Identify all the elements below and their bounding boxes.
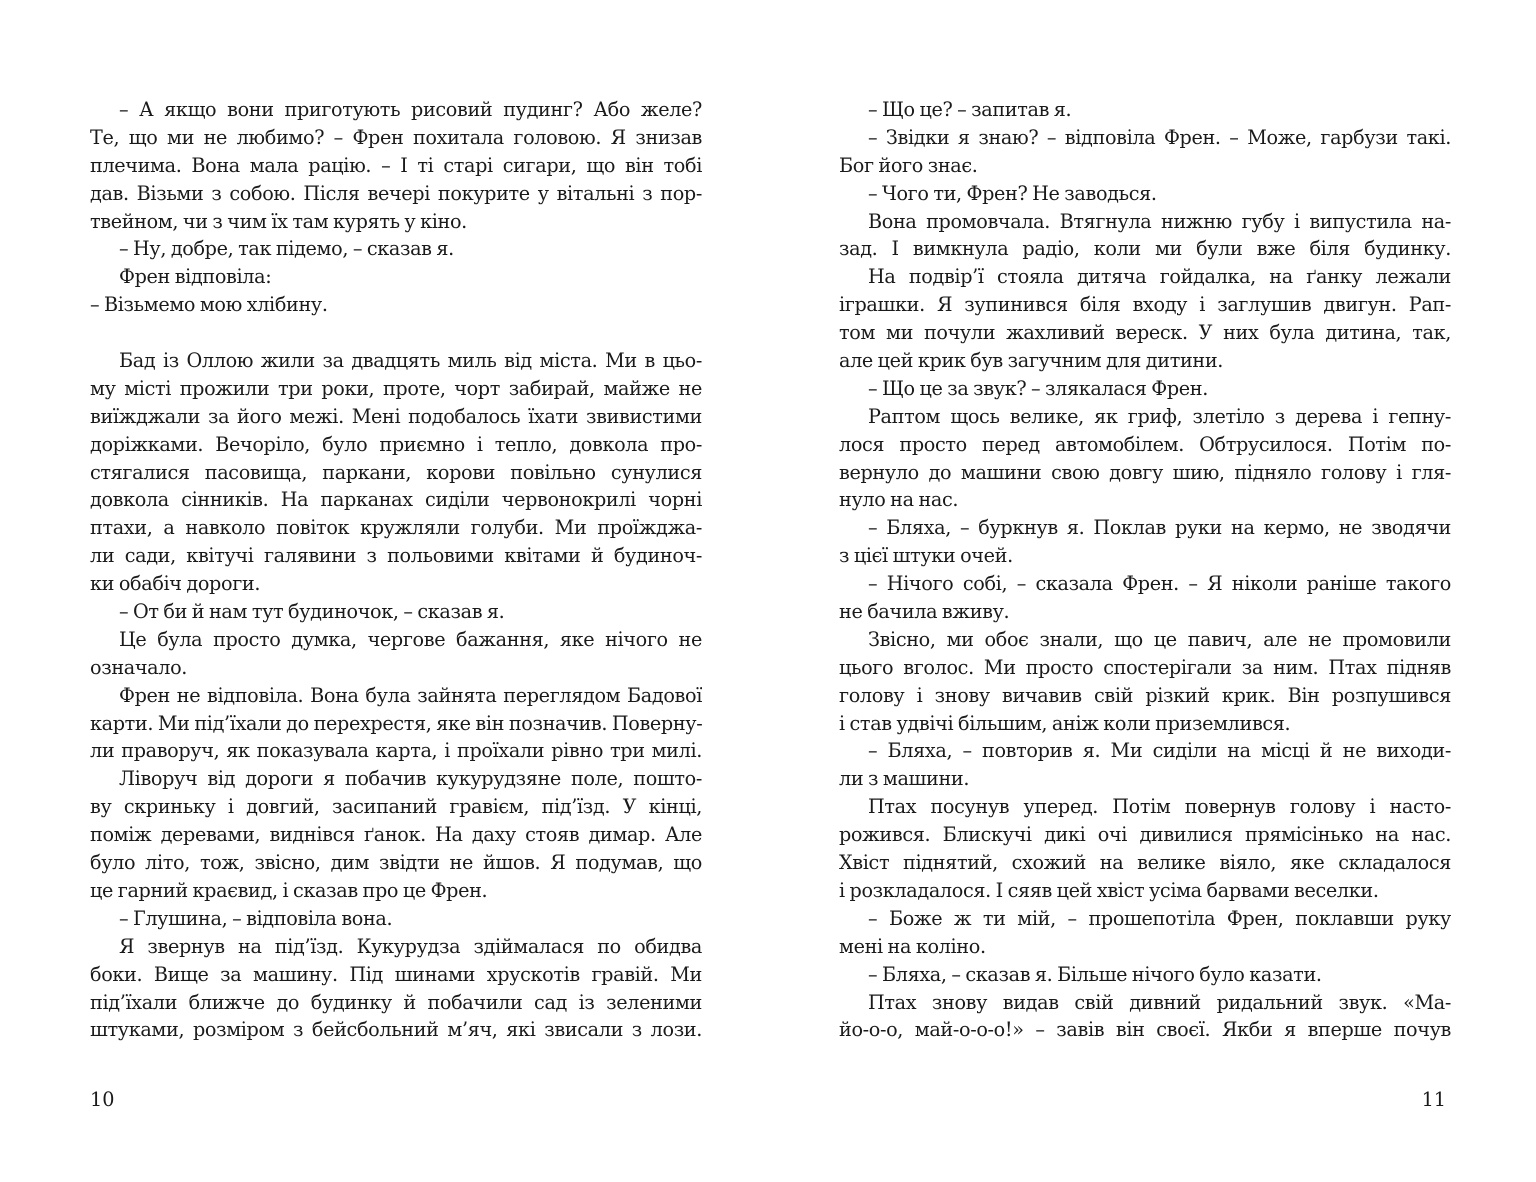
- text-line: дав. Візьми з собою. Після вечері покурите у вітальні з пор-: [90, 181, 702, 205]
- text-line: ли сади, квітучі галявини з польовими квітами й будиноч-: [90, 544, 702, 568]
- text-line: було літо, тож, звісно, дим звідти не йшов. Я подумав, що: [90, 851, 702, 875]
- text-line: Бад із Оллою жили за двадцять миль від міста. Ми в цьо-: [119, 349, 702, 373]
- text-line: з цієї штуки очей.: [839, 544, 1013, 568]
- text-line: – Що це за звук? – злякалася Френ.: [868, 376, 1208, 400]
- text-line: ли праворуч, як показувала карта, і проїхали рівно три милі.: [90, 739, 702, 763]
- text-line: – Боже ж ти мій, – прошепотіла Френ, поклавши руку: [868, 906, 1451, 930]
- text-line: Птах знову видав свій дивний ридальний звук. «Ма-: [868, 990, 1451, 1014]
- text-line: Вона промовчала. Втягнула нижню губу і випустила на-: [868, 209, 1451, 233]
- text-line: Те, що ми не любимо? – Френ похитала головою. Я знизав: [90, 125, 702, 149]
- text-line: цього вголос. Ми просто спостерігали за ним. Птах підняв: [839, 655, 1451, 679]
- text-line: – Бляха, – буркнув я. Поклав руки на кермо, не зводячи: [868, 516, 1451, 540]
- text-line: На подвір’ї стояла дитяча гойдалка, на ґанку лежали: [868, 265, 1451, 289]
- text-line: не бачила вживу.: [839, 600, 1010, 624]
- page-number-right: 11: [1421, 1088, 1446, 1111]
- text-line: нуло на нас.: [839, 488, 959, 512]
- text-line: під’їхали ближче до будинку й побачили сад із зеленими: [90, 990, 702, 1014]
- text-line: це гарний краєвид, і сказав про це Френ.: [90, 878, 488, 902]
- text-line: Френ не відповіла. Вона була зайнята переглядом Бадової: [119, 683, 702, 707]
- section-break: [90, 319, 702, 347]
- text-line: твейном, чи з чим їх там курять у кіно.: [90, 209, 467, 233]
- text-line: лося просто перед автомобілем. Обтрусилося. Потім по-: [839, 432, 1451, 456]
- text-line: Звісно, ми обоє знали, що це павич, але не промовили: [868, 627, 1451, 651]
- left-page: [90, 96, 702, 1044]
- text-line: означало.: [90, 655, 188, 679]
- text-line: ву скриньку і довгий, засипаний гравієм, під’їзд. У кінці,: [90, 795, 702, 819]
- text-line: му місті прожили три роки, проте, чорт забирай, майже не: [90, 376, 702, 400]
- text-line: Це була просто думка, чергове бажання, яке нічого не: [119, 627, 702, 651]
- text-line: – Бляха, – сказав я. Більше нічого було казати.: [868, 962, 1322, 986]
- text-line: – Ну, добре, так підемо, – сказав я.: [119, 237, 454, 261]
- page-number-left: 10: [90, 1088, 115, 1111]
- text-line: йо-о-о, май-о-о-о!» – завів він своєї. Якби я вперше почув: [839, 1018, 1451, 1042]
- text-line: вернуло до машини свою довгу шию, підняло голову і гля-: [839, 460, 1451, 484]
- text-line: – От би й нам тут будиночок, – сказав я.: [119, 600, 505, 624]
- right-page: [839, 96, 1451, 1044]
- text-line: поміж деревами, виднівся ґанок. На даху стояв димар. Але: [90, 823, 702, 847]
- text-line: плечима. Вона мала рацію. – І ті старі сигари, що він тобі: [90, 153, 702, 177]
- text-line: боки. Вище за машину. Під шинами хрускотів гравій. Ми: [90, 962, 702, 986]
- text-line: ли з машини.: [839, 767, 970, 791]
- text-line: – Бляха, – повторив я. Ми сиділи на місці й не виходи-: [868, 739, 1451, 763]
- text-line: – Нічого собі, – сказала Френ. – Я ніколи раніше такого: [868, 572, 1451, 596]
- text-line: – Глушина, – відповіла вона.: [119, 906, 393, 930]
- text-line: рожився. Блискучі дикі очі дивилися прямісінько на нас.: [839, 823, 1451, 847]
- text-line: птахи, а навколо повіток кружляли голуби. Ми проїжджа-: [90, 516, 702, 540]
- text-line: – А якщо вони приготують рисовий пудинг? Або желе?: [119, 98, 702, 121]
- text-line: Раптом щось велике, як гриф, злетіло з дерева і гепну-: [868, 404, 1451, 428]
- text-line: доріжками. Вечоріло, було приємно і тепло, довкола про-: [90, 432, 702, 456]
- text-line: голову і знову вичавив свій різкий крик. Він розпушився: [839, 683, 1451, 707]
- text-line: – Чого ти, Френ? Не заводься.: [868, 181, 1157, 205]
- text-line: зад. І вимкнула радіо, коли ми були вже біля будинку.: [839, 237, 1451, 261]
- text-line: Хвіст піднятий, схожий на велике віяло, яке складалося: [839, 851, 1451, 875]
- text-line: Птах посунув уперед. Потім повернув голову і насто-: [868, 795, 1451, 819]
- text-line: виїжджали за його межі. Мені подобалось їхати звивистими: [90, 404, 702, 428]
- text-line: довкола сінників. На парканах сиділи червонокрилі чорні: [90, 488, 702, 512]
- text-line: і розкладалося. І сяяв цей хвіст усіма барвами веселки.: [839, 878, 1379, 902]
- text-line: стягалися пасовища, паркани, корови повільно сунулися: [90, 460, 702, 484]
- text-line: – Візьмемо мою хлібину.: [90, 293, 328, 317]
- text-line: – Звідки я знаю? – відповіла Френ. – Може, гарбузи такі.: [868, 125, 1451, 149]
- text-line: – Що це? – запитав я.: [868, 98, 1072, 121]
- text-line: штуками, розміром з бейсбольний м’яч, які звисали з лози.: [90, 1018, 702, 1042]
- text-line: але цей крик був загучним для дитини.: [839, 349, 1224, 373]
- text-line: том ми почули жахливий вереск. У них була дитина, так,: [839, 321, 1451, 345]
- text-line: Френ відповіла:: [119, 265, 272, 289]
- text-line: Я звернув на під’їзд. Кукурудза здіймалася по обидва: [119, 934, 702, 958]
- text-line: іграшки. Я зупинився біля входу і заглушив двигун. Рап-: [839, 293, 1451, 317]
- text-line: і став удвічі більшим, аніж коли приземлився.: [839, 711, 1291, 735]
- text-line: мені на коліно.: [839, 934, 986, 958]
- text-line: Бог його знає.: [839, 153, 978, 177]
- text-line: карти. Ми під’їхали до перехрестя, яке він позначив. Поверну-: [90, 711, 702, 735]
- text-line: Ліворуч від дороги я побачив кукурудзяне поле, пошто-: [119, 767, 702, 791]
- text-line: ки обабіч дороги.: [90, 572, 261, 596]
